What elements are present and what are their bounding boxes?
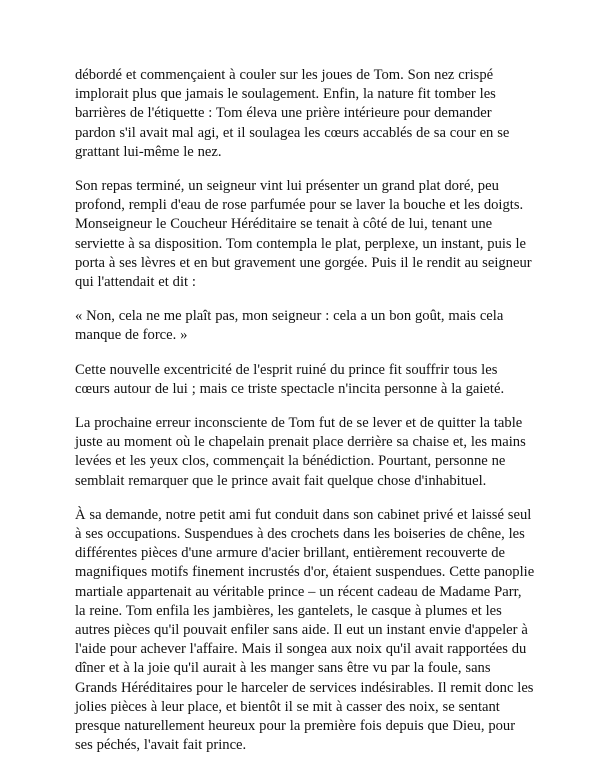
paragraph-armor-and-nuts: À sa demande, notre petit ami fut conduit dans son cabinet privé et laissé seul à ses occupations. Suspendues à des crochets dans les boiseries de chêne, les différentes pièces d'une armure d'acier brillant, entièrement recouverte de magnifiques motifs finement incrustés d'or, étaient suspendues. Cette panoplie martiale appartenait au véritable prince – un récent cadeau de Madame Parr, la reine. Tom enfila les jambières, les gantelets, le casque à plumes et les autres pièces qu'il pouvait enfiler sans aide. Il eut un instant envie d'appeler à l'aide pour achever l'affaire. Mais il songea aux noix qu'il avait rapportées du dîner et à la joie qu'il aurait à les manger sans être vu par la foule, sans Grands Héréditaires pour le harceler de services indésirables. Il remit donc les jolies pièces à leur place, et bientôt il se mit à casser des noix, se sentant presque naturellement heureux pour la première fois depuis que Dieu, pour ses péchés, l'avait fait prince. <box>75 506 535 754</box>
paragraph-quote: « Non, cela ne me plaît pas, mon seigneur : cela a un bon goût, mais cela manque de force. » <box>75 308 504 344</box>
paragraph-continuation: débordé et commençaient à couler sur les joues de Tom. Son nez crispé implorait plus que jamais le soulagement. Enfin, la nature fit tomber les barrières de l'étiquette : Tom éleva une prière intérieure pour demander pardon s'il avait mal agi, et il soulagea les cœurs accablés de sa cour en se grattant lui-même le nez. <box>75 67 510 160</box>
paragraph-benediction: La prochaine erreur inconsciente de Tom fut de se lever et de quitter la table juste au moment où le chapelain prenait place derrière sa chaise et, les mains levées et les yeux clos, commençait la bénédiction. Pourtant, personne ne semblait remarquer que le prince avait fait quelque chose d'inhabituel. <box>75 415 526 489</box>
document-page <box>75 66 535 771</box>
paragraph-eccentricity: Cette nouvelle excentricité de l'esprit ruiné du prince fit souffrir tous les cœurs autour de lui ; mais ce triste spectacle n'incita personne à la gaieté. <box>75 361 505 397</box>
paragraph-rose-water-dish: Son repas terminé, un seigneur vint lui présenter un grand plat doré, peu profond, rempli d'eau de rose parfumée pour se laver la bouche et les doigts. Monseigneur le Coucheur Héréditaire se tenait à côté de lui, tenant une serviette à sa disposition. Tom contempla le plat, perplexe, un instant, puis le porta à ses lèvres et en but gravement une gorgée. Puis il le rendit au seigneur qui l'attendait et dit : <box>75 178 532 291</box>
